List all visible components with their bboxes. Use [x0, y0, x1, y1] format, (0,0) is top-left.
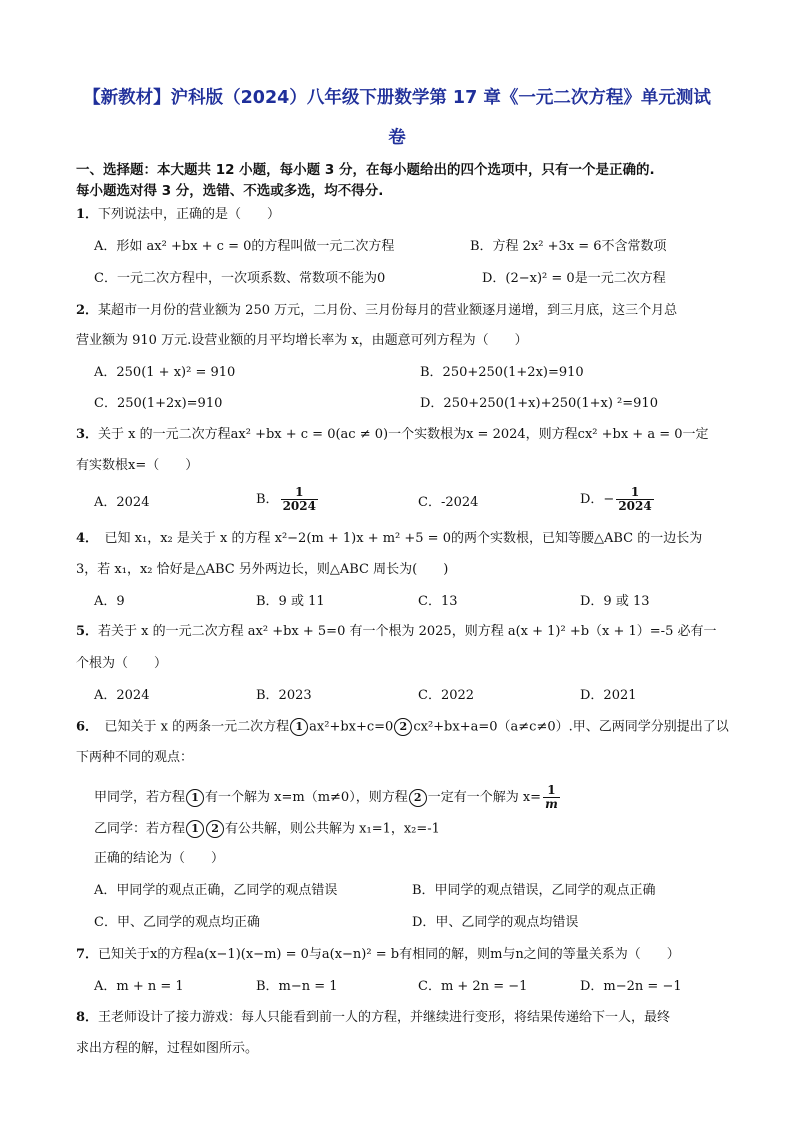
q1-option-d: D．(2−x)² = 0是一元二次方程: [482, 271, 666, 286]
q6-statement-jia: [94, 784, 562, 811]
q5-option-c: C．2022: [418, 688, 475, 703]
circled-number-1: 1: [290, 718, 308, 736]
question-text: 某超市一月份的营业额为 250 万元，二月份、三月份每月的营业额逐月递增，到三月底，这三个月总: [98, 303, 678, 318]
q6-option-a: A．甲同学的观点正确，乙同学的观点错误: [94, 883, 338, 898]
fraction-denominator: 2024: [282, 499, 316, 513]
question-number: 6．: [76, 719, 92, 735]
circled-number-2: 2: [409, 789, 427, 807]
q6-option-c: C．甲、乙同学的观点均正确: [94, 915, 260, 930]
q5-option-d: D．2021: [580, 688, 637, 703]
q7-option-d: D．m−2n = −1: [580, 979, 682, 994]
q7-option-a: A．m + n = 1: [94, 979, 184, 994]
fraction: [281, 486, 318, 513]
fraction-numerator: 1: [281, 486, 318, 500]
question-text: 已知关于x的方程a(x−1)(x−m) = 0与a(x−n)² = b有相同的解，则m与n之间的等量关系为（ ）: [98, 947, 680, 962]
question-6-stem-continued: 下两种不同的观点：: [76, 750, 194, 765]
q5-option-a: A．2024: [94, 688, 150, 703]
question-number: 5．: [76, 624, 99, 639]
fraction-numerator: 1: [543, 784, 560, 798]
question-5-stem: [76, 623, 716, 641]
question-4-stem-continued: 3，若 x₁，x₂ 恰好是△ABC 另外两边长，则△ABC 周长为( ): [76, 562, 449, 577]
q4-option-d: D．9 或 13: [580, 594, 650, 609]
equation-1: ax²+bx+c=0: [309, 719, 394, 735]
q4-option-b: B．9 或 11: [256, 594, 325, 609]
question-4-stem: [76, 530, 702, 548]
fraction: [543, 784, 560, 811]
question-text: 已知关于 x 的两条一元二次方程: [91, 719, 290, 735]
statement-text: 有公共解，则公共解为 x₁=1，x₂=-1: [225, 821, 440, 837]
q2-option-d: D．250+250(1+x)+250(1+x) ²=910: [420, 396, 658, 411]
question-1-stem: [76, 206, 280, 224]
page-title: 【新教材】沪科版（2024）八年级下册数学第 17 章《一元二次方程》单元测试: [83, 88, 711, 108]
q6-option-b: B．甲同学的观点错误，乙同学的观点正确: [412, 883, 656, 898]
question-text: 若关于 x 的一元二次方程 ax² +bx + 5=0 有一个根为 2025，则方程 a(x + 1)² +b（x + 1）=-5 必有一: [98, 624, 717, 639]
question-number: 1．: [76, 207, 99, 222]
q6-statement-yi: [94, 820, 440, 839]
fraction-denominator: 2024: [618, 499, 652, 513]
option-label: D．−: [580, 492, 615, 507]
q7-option-c: C．m + 2n = −1: [418, 979, 528, 994]
circled-number-2: 2: [394, 718, 412, 736]
question-number: 4．: [76, 531, 92, 546]
q6-option-d: D．甲、乙同学的观点均错误: [412, 915, 579, 930]
question-2-stem: [76, 302, 677, 320]
q5-option-b: B．2023: [256, 688, 312, 703]
q1-option-a: A．形如 ax² +bx + c = 0的方程叫做一元二次方程: [94, 239, 395, 254]
q2-option-b: B．250+250(1+2x)=910: [420, 365, 584, 380]
question-3-stem-continued: 有实数根x=（ ）: [76, 458, 199, 473]
statement-text: 一定有一个解为 x=: [427, 790, 542, 805]
fraction-denominator: m: [545, 797, 558, 811]
q3-option-b: [256, 486, 320, 513]
question-3-stem: [76, 426, 709, 444]
question-8-stem-continued: 求出方程的解，过程如图所示。: [76, 1041, 259, 1056]
question-text: 下列说法中，正确的是（ ）: [98, 207, 281, 222]
q4-option-a: A．9: [94, 594, 125, 609]
circled-number-1: 1: [186, 789, 204, 807]
section-header-continued: 每小题选对得 3 分，选错、不选或多选，均不得分.: [76, 183, 384, 199]
statement-text: 有一个解为 x=m（m≠0），则方程: [205, 790, 408, 805]
q2-option-c: C．250(1+2x)=910: [94, 396, 223, 411]
question-text: 王老师设计了接力游戏：每人只能看到前一人的方程，并继续进行变形，将结果传递给下一人，最终: [98, 1010, 671, 1025]
q1-option-b: B．方程 2x² +3x = 6不含常数项: [470, 239, 667, 254]
q3-option-d: [580, 486, 656, 513]
q3-option-a: A．2024: [94, 495, 150, 510]
section-header: 一、选择题：本大题共 12 小题，每小题 3 分，在每小题给出的四个选项中，只有一个是正确的.: [76, 162, 655, 178]
q7-option-b: B．m−n = 1: [256, 979, 338, 994]
question-number: 3．: [76, 427, 99, 442]
statement-text: 甲同学，若方程: [94, 790, 186, 805]
circled-number-1: 1: [186, 820, 204, 838]
question-number: 7．: [76, 947, 99, 962]
question-7-stem: [76, 946, 680, 964]
question-number: 2．: [76, 303, 99, 318]
circled-number-2: 2: [206, 820, 224, 838]
q4-option-c: C．13: [418, 594, 458, 609]
fraction-numerator: 1: [616, 486, 653, 500]
statement-text: 乙同学：若方程: [94, 821, 186, 837]
q2-option-a: A．250(1 + x)² = 910: [94, 365, 236, 380]
question-6-stem: [76, 718, 729, 737]
question-number: 8．: [76, 1010, 99, 1025]
question-8-stem: [76, 1009, 670, 1027]
question-2-stem-continued: 营业额为 910 万元.设营业额的月平均增长率为 x，由题意可列方程为（ ）: [76, 333, 528, 348]
equation-2: cx²+bx+a=0（a≠c≠0）.甲、乙两同学分别提出了以: [413, 719, 729, 735]
page-title-continued: 卷: [388, 128, 406, 148]
question-text: 已知 x₁，x₂ 是关于 x 的方程 x²−2(m + 1)x + m² +5 = 0的两个实数根，已知等腰△ABC 的一边长为: [91, 531, 703, 546]
fraction: [616, 486, 653, 513]
option-label: B．: [256, 492, 279, 507]
q3-option-c: C．-2024: [418, 495, 479, 510]
q6-conclusion-prompt: 正确的结论为（ ）: [94, 851, 225, 866]
question-5-stem-continued: 个根为（ ）: [76, 656, 168, 671]
question-text: 关于 x 的一元二次方程ax² +bx + c = 0(ac ≠ 0)一个实数根为x = 2024，则方程cx² +bx + a = 0一定: [98, 427, 709, 442]
q1-option-c: C．一元二次方程中，一次项系数、常数项不能为0: [94, 271, 386, 286]
